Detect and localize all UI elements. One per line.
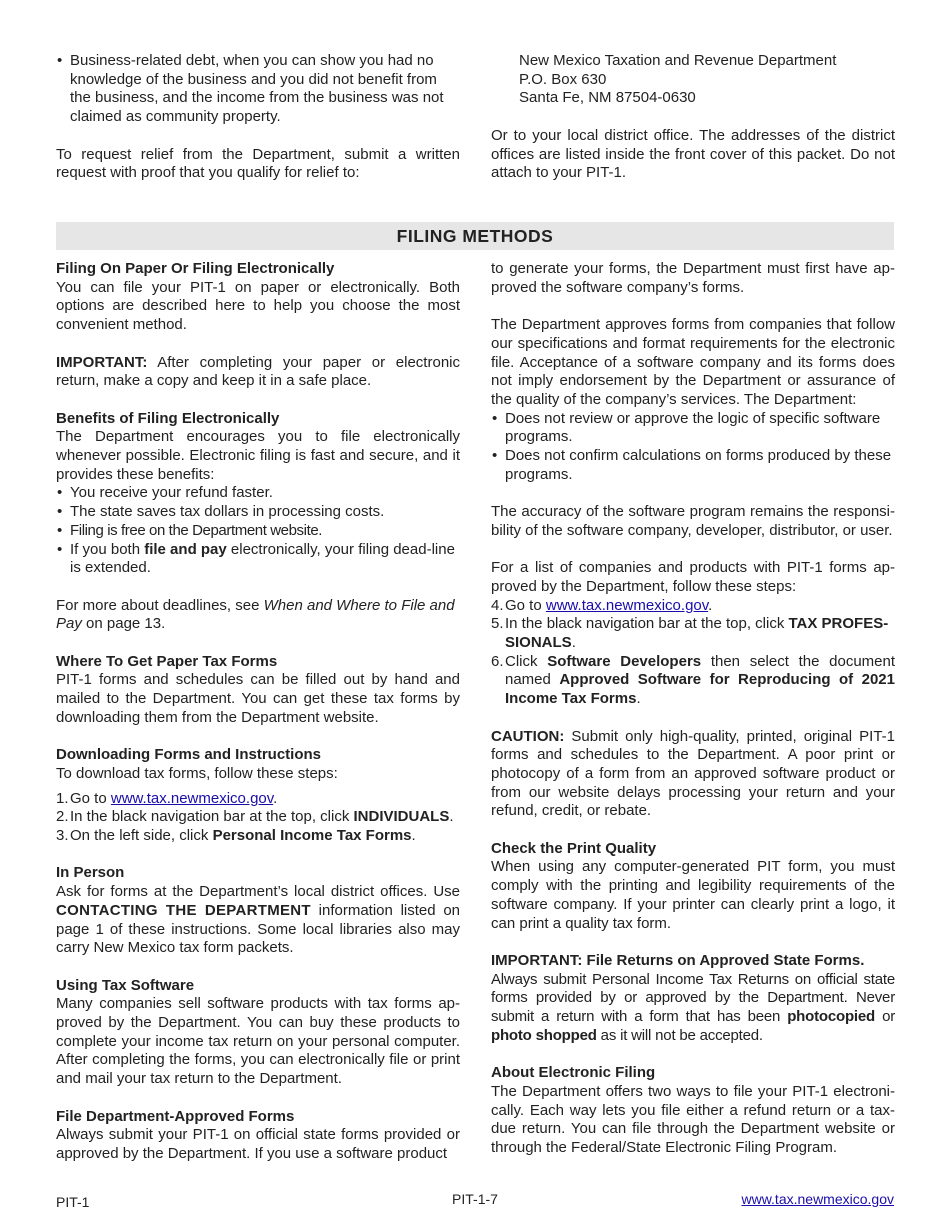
list-item — [56, 541, 460, 578]
paragraph: When using any computer-generated PIT form, you must comply with the printing and legibility requirements of the software company. If your printer can clearly print a logo, it can print a quality tax form. — [491, 858, 895, 932]
step-item — [56, 827, 460, 846]
paragraph: PIT-1 forms and schedules can be filled out by hand and mailed to the Department. You can get these tax forms by downloading them from the Department website. — [56, 671, 460, 726]
list-item: • Does not review or approve the logic of specific software programs. — [491, 410, 895, 447]
text: electronically, your filing dead-line is extended. — [70, 540, 455, 577]
paragraph: The Department encourages you to file electronically whenever possible. Electronic filing is fast and secure, and it provides these benefits: — [56, 428, 460, 483]
step-item — [491, 615, 895, 652]
deadlines-note — [56, 597, 460, 634]
section-heading: Filing On Paper Or Filing Electronically — [56, 260, 335, 277]
reference-title: When and Where to File and Pay — [56, 596, 455, 633]
software-steps — [491, 597, 895, 709]
paragraph: For a list of companies and products with PIT-1 forms ap-proved by the Department, follow these steps: — [491, 559, 895, 595]
emphasis: Software Developers — [547, 652, 702, 670]
address-line: New Mexico Taxation and Revenue Department — [519, 52, 837, 69]
download-steps — [56, 790, 460, 846]
left-column — [56, 260, 460, 1164]
text: on page 13. — [81, 615, 166, 633]
bullet-business-debt: • Business-related debt, when you can show you had no knowledge of the business and you did not benefit from the business, and the income from the business was not claimed as community property. — [56, 52, 460, 127]
paragraph: The Department offers two ways to file your PIT-1 electroni-cally. Each way lets you file either a refund return or a tax-due return. You can file through the Department website or through the Federal/State Electronic Filing Program. — [491, 1082, 895, 1156]
section-heading: Benefits of Filing Electronically — [56, 409, 280, 427]
text: In the black navigation bar at the top, click — [70, 808, 354, 826]
right-column — [491, 260, 895, 1158]
section-heading: Where To Get Paper Tax Forms — [56, 652, 278, 670]
section-heading: File Department-Approved Forms — [56, 1107, 295, 1125]
paragraph — [56, 883, 460, 958]
paragraph: to generate your forms, the Department must first have ap-proved the software company’s forms. — [491, 260, 895, 296]
top-left-column — [56, 52, 460, 183]
address-line: Santa Fe, NM 87504-0630 — [519, 89, 696, 107]
list-item: • Does not confirm calculations on forms produced by these programs. — [491, 447, 895, 484]
caution-note — [491, 728, 895, 822]
paragraph: You can file your PIT-1 on paper or electronically. Both options are described here to help you choose the most convenient method. — [56, 278, 460, 334]
tax-website-link[interactable]: www.tax.newmexico.gov — [545, 596, 709, 614]
emphasis: file and pay — [144, 540, 227, 558]
paragraph: To download tax forms, follow these steps: — [56, 764, 338, 782]
benefits-list — [56, 484, 460, 578]
text: Go to — [505, 596, 546, 614]
top-right-column — [491, 52, 895, 183]
footer-page-number: PIT-1-7 — [452, 1191, 498, 1207]
tax-website-link[interactable]: www.tax.newmexico.gov — [110, 789, 274, 807]
footer-website-link[interactable]: www.tax.newmexico.gov — [741, 1191, 894, 1207]
caution-label: CAUTION: — [491, 727, 565, 745]
important-note — [56, 354, 460, 391]
text: . — [411, 827, 416, 845]
text: . — [273, 789, 278, 807]
paragraph: The Department approves forms from companies that follow our specifications and format requirements for the electronic file. Acceptance of a software company and its forms does not imply endorsement by the Department or assurance of the quality of the company’s services. The Department: — [491, 316, 895, 408]
emphasis: Personal Income Tax Forms — [212, 827, 412, 845]
step-number: 2. — [56, 808, 69, 826]
list-item: • You receive your refund faster. — [56, 484, 460, 503]
important-label: IMPORTANT: — [56, 353, 148, 371]
section-heading: In Person — [56, 864, 125, 882]
text: or — [875, 1008, 896, 1026]
step-number: 1. — [56, 789, 69, 807]
text: Go to — [70, 789, 111, 807]
step-number: 4. — [491, 596, 504, 614]
text: then select the document named — [505, 652, 896, 689]
text: information listed on page 1 of these instructions. Some local libraries also may carry New Mexico tax form packets. — [56, 901, 461, 957]
emphasis: INDIVIDUALS — [353, 808, 450, 826]
paragraph: Many companies sell software products with tax forms ap-proved by the Department. You can buy these products to complete your income tax return on your personal computer. After completing the forms, you can electronically file or print and mail your tax return to the Department. — [56, 995, 460, 1088]
emphasis: photo shopped — [491, 1026, 597, 1044]
step-number: 6. — [491, 652, 504, 670]
text: . — [449, 808, 454, 826]
section-heading: About Electronic Filing — [491, 1064, 656, 1082]
text: Always submit Personal Income Tax Returns on official state forms provided by or approved by the Department. Never submit a return with a form that has been — [491, 970, 895, 1026]
paragraph — [491, 971, 895, 1046]
mailing-address — [491, 52, 895, 108]
text: In the black navigation bar at the top, click — [505, 615, 789, 633]
emphasis: photocopied — [787, 1008, 876, 1026]
text: Click — [505, 652, 548, 670]
emphasis: TAX PROFES-SIONALS — [505, 615, 889, 652]
emphasis: CONTACTING THE DEPARTMENT — [56, 901, 311, 919]
step-item — [56, 808, 460, 827]
paragraph: Always submit your PIT-1 on official state forms provided or approved by the Department. If you use a software product — [56, 1126, 460, 1162]
step-item — [491, 653, 895, 709]
section-heading: Using Tax Software — [56, 976, 195, 994]
text: Ask for forms at the Department’s local district offices. Use — [56, 883, 460, 901]
text: On the left side, click — [70, 827, 213, 845]
department-list — [491, 410, 895, 485]
text: . — [636, 690, 641, 708]
district-office-text: Or to your local district office. The addresses of the district offices are listed inside the front cover of this packet. Do not attach to your PIT-1. — [491, 126, 895, 182]
text: as it will not be accepted. — [596, 1026, 763, 1044]
list-item: • Filing is free on the Department website. — [56, 522, 460, 541]
important-text: After completing your paper or electronic return, make a copy and keep it in a safe place. — [56, 353, 460, 390]
section-heading: Downloading Forms and Instructions — [56, 746, 322, 764]
emphasis: Approved Software for Reproducing of 2021 Income Tax Forms — [505, 671, 895, 708]
section-heading: Check the Print Quality — [491, 839, 657, 857]
paragraph: The accuracy of the software program remains the responsi-bility of the software company, developer, distributor, or user. — [491, 503, 895, 539]
text: For more about deadlines, see — [56, 596, 264, 614]
step-number: 3. — [56, 827, 69, 845]
text: . — [571, 634, 576, 652]
step-item — [491, 597, 895, 616]
step-item — [56, 790, 460, 809]
section-banner: FILING METHODS — [56, 222, 894, 250]
footer-form-id: PIT-1 — [56, 1194, 90, 1210]
list-item: • The state saves tax dollars in processing costs. — [56, 503, 460, 522]
text: Submit only high-quality, printed, original PIT-1 forms and schedules to the Department. A poor print or photocopy of a form from an approved software product or from our website delays processing your return and your refund, credit, or rebate. — [491, 727, 895, 820]
text: If you both — [70, 540, 145, 558]
text: . — [708, 596, 713, 614]
section-heading: IMPORTANT: File Returns on Approved State Forms. — [491, 951, 865, 969]
address-line: P.O. Box 630 — [519, 70, 607, 88]
step-number: 5. — [491, 615, 504, 633]
relief-request-text: To request relief from the Department, submit a written request with proof that you qualify for relief to: — [56, 145, 460, 182]
